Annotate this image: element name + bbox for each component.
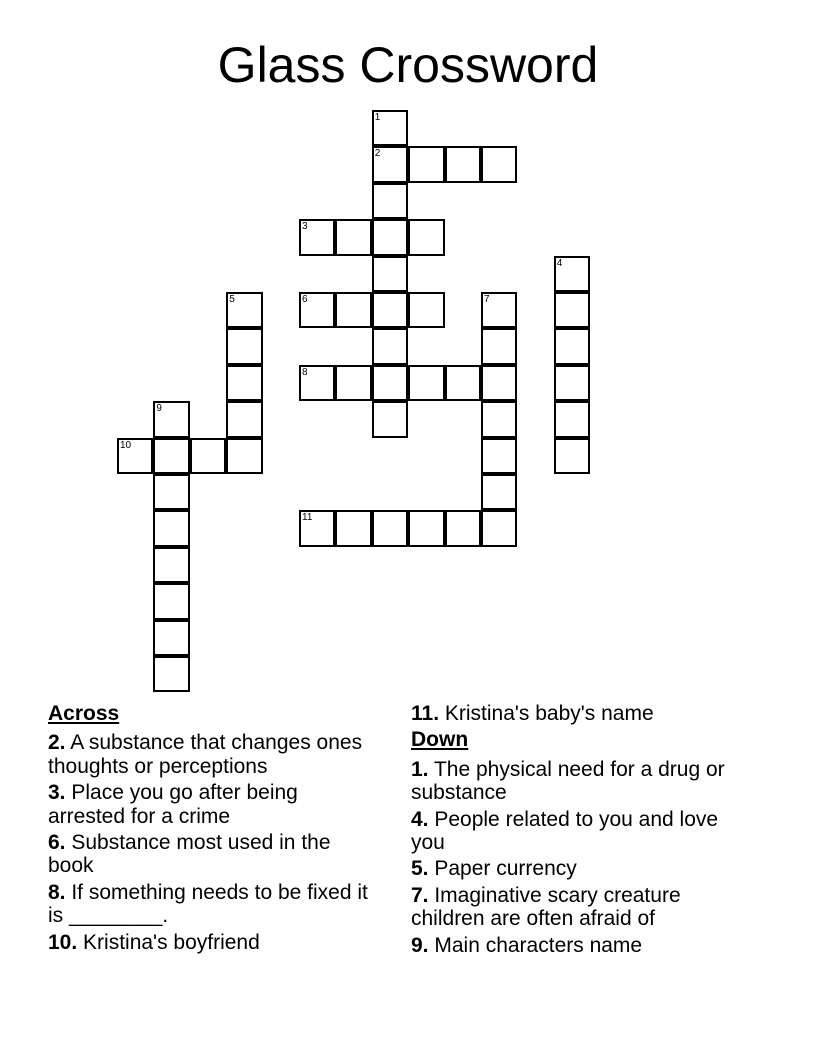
grid-cell[interactable] — [372, 365, 408, 401]
grid-cell[interactable] — [153, 547, 189, 583]
grid-cell[interactable] — [153, 656, 189, 692]
grid-cell[interactable] — [372, 146, 408, 182]
grid-cell[interactable] — [335, 365, 371, 401]
grid-cell[interactable] — [117, 438, 153, 474]
clue-number-label: 2 — [374, 148, 381, 160]
clue-item — [411, 934, 741, 957]
grid-cell[interactable] — [372, 401, 408, 437]
grid-cell[interactable] — [408, 365, 444, 401]
clue-text: A substance that changes ones thoughts or perceptions — [48, 731, 363, 778]
grid-cell[interactable] — [299, 510, 335, 546]
grid-cell[interactable] — [554, 401, 590, 437]
clue-number: 4. — [411, 807, 429, 831]
grid-cell[interactable] — [372, 256, 408, 292]
grid-cell[interactable] — [335, 219, 371, 255]
clue-text: Kristina's baby's name — [439, 702, 654, 725]
clue-number-label: 6 — [302, 294, 308, 305]
grid-cell[interactable] — [481, 365, 517, 401]
grid-cell[interactable] — [554, 292, 590, 328]
grid-cell[interactable] — [445, 146, 481, 182]
grid-cell[interactable] — [554, 256, 590, 292]
clue-number-label: 7 — [484, 294, 490, 305]
grid-cell[interactable] — [481, 401, 517, 437]
clue-number: 1. — [411, 757, 429, 781]
clue-number-label: 10 — [120, 439, 132, 451]
grid-cell[interactable] — [445, 510, 481, 546]
grid-cell[interactable] — [153, 438, 189, 474]
grid-cell[interactable] — [372, 328, 408, 364]
clue-item — [48, 731, 378, 778]
grid-cell[interactable] — [335, 510, 371, 546]
grid-cell[interactable] — [408, 510, 444, 546]
clue-number: 9. — [411, 933, 429, 957]
clue-number: 2. — [48, 731, 66, 755]
clue-text: Kristina's boyfriend — [77, 930, 260, 954]
clue-text: If something needs to be fixed it is ________. — [48, 880, 368, 928]
grid-cell[interactable] — [299, 219, 335, 255]
grid-cell[interactable] — [445, 365, 481, 401]
clue-number-label: 5 — [229, 294, 235, 305]
grid-cell[interactable] — [372, 510, 408, 546]
grid-cell[interactable] — [481, 146, 517, 182]
clues-column-left — [48, 702, 378, 957]
clue-number-label: 11 — [302, 512, 313, 524]
clue-item — [411, 808, 741, 855]
grid-cell[interactable] — [372, 183, 408, 219]
grid-cell[interactable] — [335, 292, 371, 328]
grid-cell[interactable] — [408, 292, 444, 328]
clue-item — [411, 884, 741, 931]
grid-cell[interactable] — [481, 438, 517, 474]
across-heading: Across — [48, 702, 120, 725]
clue-item — [48, 781, 378, 828]
grid-cell[interactable] — [226, 328, 262, 364]
clue-item — [48, 881, 378, 928]
grid-cell[interactable] — [299, 292, 335, 328]
grid-cell[interactable] — [226, 292, 262, 328]
clue-text: People related to you and love you — [411, 807, 719, 855]
grid-cell[interactable] — [299, 365, 335, 401]
clue-number: 10. — [48, 930, 78, 954]
clue-text: Imaginative scary creature children are often afraid of — [411, 883, 681, 931]
grid-cell[interactable] — [481, 510, 517, 546]
clue-number: 8. — [48, 880, 66, 904]
grid-cell[interactable] — [153, 620, 189, 656]
grid-cell[interactable] — [408, 219, 444, 255]
grid-cell[interactable] — [153, 510, 189, 546]
grid-cell[interactable] — [372, 292, 408, 328]
grid-cell[interactable] — [408, 146, 444, 182]
clue-item — [411, 758, 741, 805]
clue-text: Paper currency — [428, 857, 577, 881]
grid-cell[interactable] — [554, 365, 590, 401]
grid-cell[interactable] — [481, 328, 517, 364]
grid-cell[interactable] — [226, 438, 262, 474]
clue-item — [411, 857, 741, 880]
grid-cell[interactable] — [153, 401, 189, 437]
clue-text: The physical need for a drug or substance — [411, 757, 725, 805]
grid-cell[interactable] — [481, 292, 517, 328]
grid-cell[interactable] — [372, 110, 408, 146]
clue-text: Substance most used in the book — [48, 831, 331, 878]
grid-cell[interactable] — [554, 438, 590, 474]
clue-item — [411, 702, 741, 725]
clue-number-label: 3 — [302, 221, 308, 233]
grid-cell[interactable] — [372, 219, 408, 255]
grid-cell[interactable] — [554, 328, 590, 364]
clue-number-label: 8 — [302, 366, 308, 378]
clue-number-label: 9 — [156, 403, 162, 415]
clue-item — [48, 831, 378, 878]
grid-cell[interactable] — [190, 438, 226, 474]
grid-cell[interactable] — [481, 474, 517, 510]
clue-number: 7. — [411, 883, 429, 907]
grid-cell[interactable] — [153, 583, 189, 619]
clues-column-right — [411, 702, 741, 960]
clue-number: 3. — [48, 781, 66, 805]
page-title: Glass Crossword — [217, 37, 599, 93]
down-heading: Down — [411, 728, 469, 752]
clue-number-label: 1 — [374, 112, 381, 123]
grid-cell[interactable] — [153, 474, 189, 510]
clue-item — [48, 931, 378, 954]
clue-number: 5. — [411, 857, 429, 881]
clue-number: 6. — [48, 831, 66, 855]
grid-cell[interactable] — [226, 401, 262, 437]
grid-cell[interactable] — [226, 365, 262, 401]
clue-number: 11. — [411, 702, 440, 725]
clue-text: Place you go after being arrested for a crime — [48, 781, 298, 828]
clue-text: Main characters name — [428, 933, 643, 957]
clue-number-label: 4 — [556, 257, 563, 269]
